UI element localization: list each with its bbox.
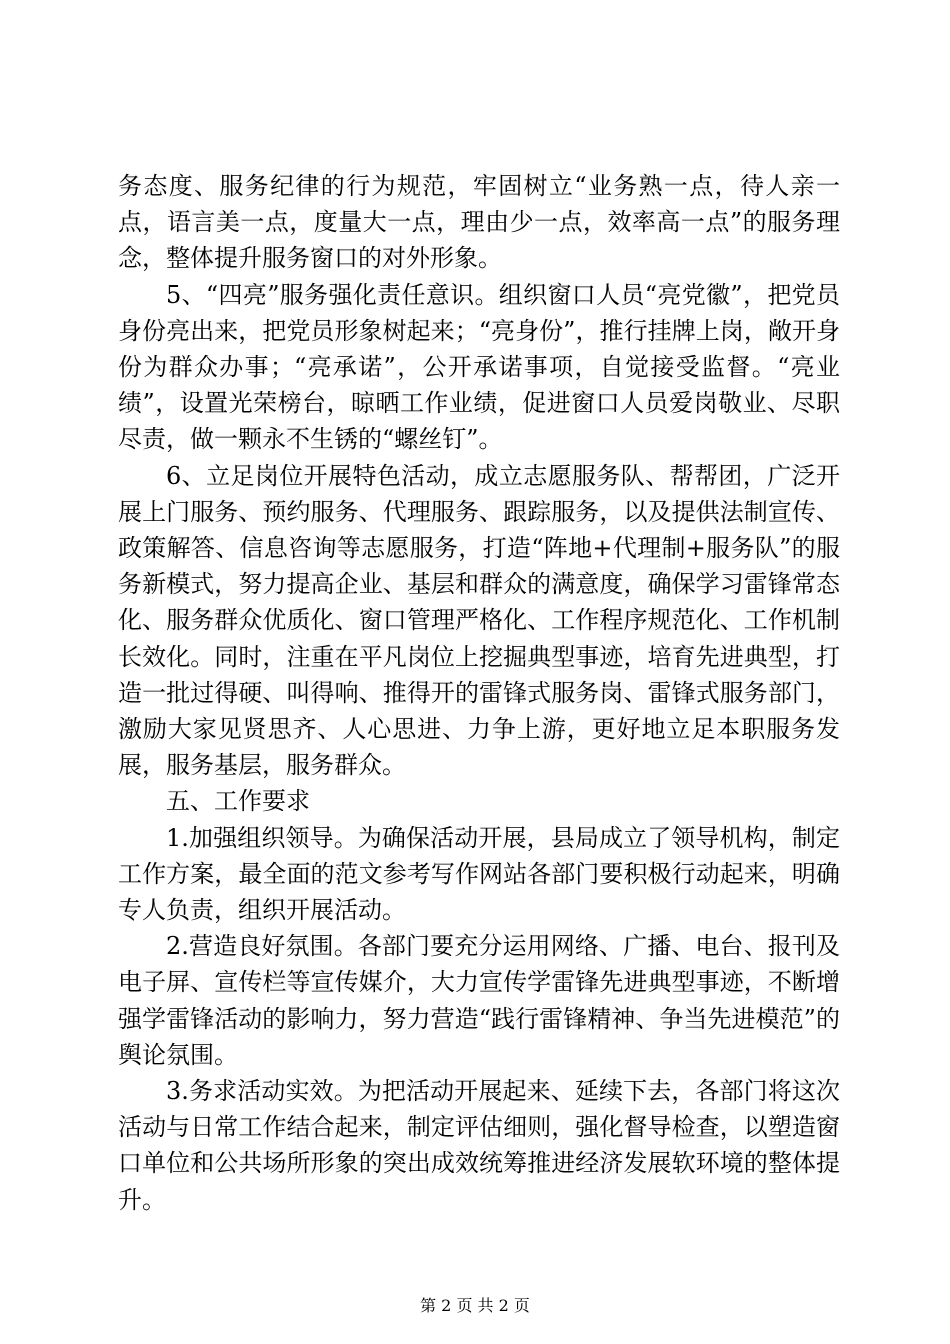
paragraph-requirement-2: 2.营造良好氛围。各部门要充分运用网络、广播、电台、报刊及电子屏、宣传栏等宣传媒介，大力宣传学雷锋先进典型事迹，不断增强学雷锋活动的影响力，努力营造“践行雷锋精神、争当先进模范”的舆论氛围。: [118, 932, 840, 1069]
page-number: 第 2 页 共 2 页: [420, 1296, 530, 1315]
document-body: [118, 168, 840, 1218]
section-heading-work-requirements: 五、工作要求: [166, 787, 310, 816]
paragraph-continuation: 务态度、服务纪律的行为规范，牢固树立“业务熟一点，待人亲一点，语言美一点，度量大一点，理由少一点，效率高一点”的服务理念，整体提升服务窗口的对外形象。: [118, 172, 840, 273]
paragraph-requirement-3: 3.务求活动实效。为把活动开展起来、延续下去，各部门将这次活动与日常工作结合起来，制定评估细则，强化督导检查，以塑造窗口单位和公共场所形象的突出成效统筹推进经济发展软环境的整体提升。: [118, 1077, 840, 1214]
paragraph-item-6: 6、立足岗位开展特色活动，成立志愿服务队、帮帮团，广泛开展上门服务、预约服务、代理服务、跟踪服务，以及提供法制宣传、政策解答、信息咨询等志愿服务，打造“阵地+代理制+服务队”的服务新模式，努力提高企业、基层和群众的满意度，确保学习雷锋常态化、服务群众优质化、窗口管理严格化、工作程序规范化、工作机制长效化。同时，注重在平凡岗位上挖掘典型事迹，培育先进典型，打造一批过得硬、叫得响、推得开的雷锋式服务岗、雷锋式服务部门，激励大家见贤思齐、人心思进、力争上游，更好地立足本职服务发展，服务基层，服务群众。: [118, 461, 840, 780]
page-footer: [0, 1296, 950, 1316]
paragraph-item-5: 5、“四亮”服务强化责任意识。组织窗口人员“亮党徽”，把党员身份亮出来，把党员形象树起来；“亮身份”，推行挂牌上岗，敞开身份为群众办事；“亮承诺”，公开承诺事项，自觉接受监督。“亮业绩”，设置光荣榜台，晾晒工作业绩，促进窗口人员爱岗敬业、尽职尽责，做一颗永不生锈的“螺丝钉”。: [118, 280, 840, 454]
paragraph-requirement-1: 1.加强组织领导。为确保活动开展，县局成立了领导机构，制定工作方案，最全面的范文参考写作网站各部门要积极行动起来，明确专人负责，组织开展活动。: [118, 823, 840, 925]
